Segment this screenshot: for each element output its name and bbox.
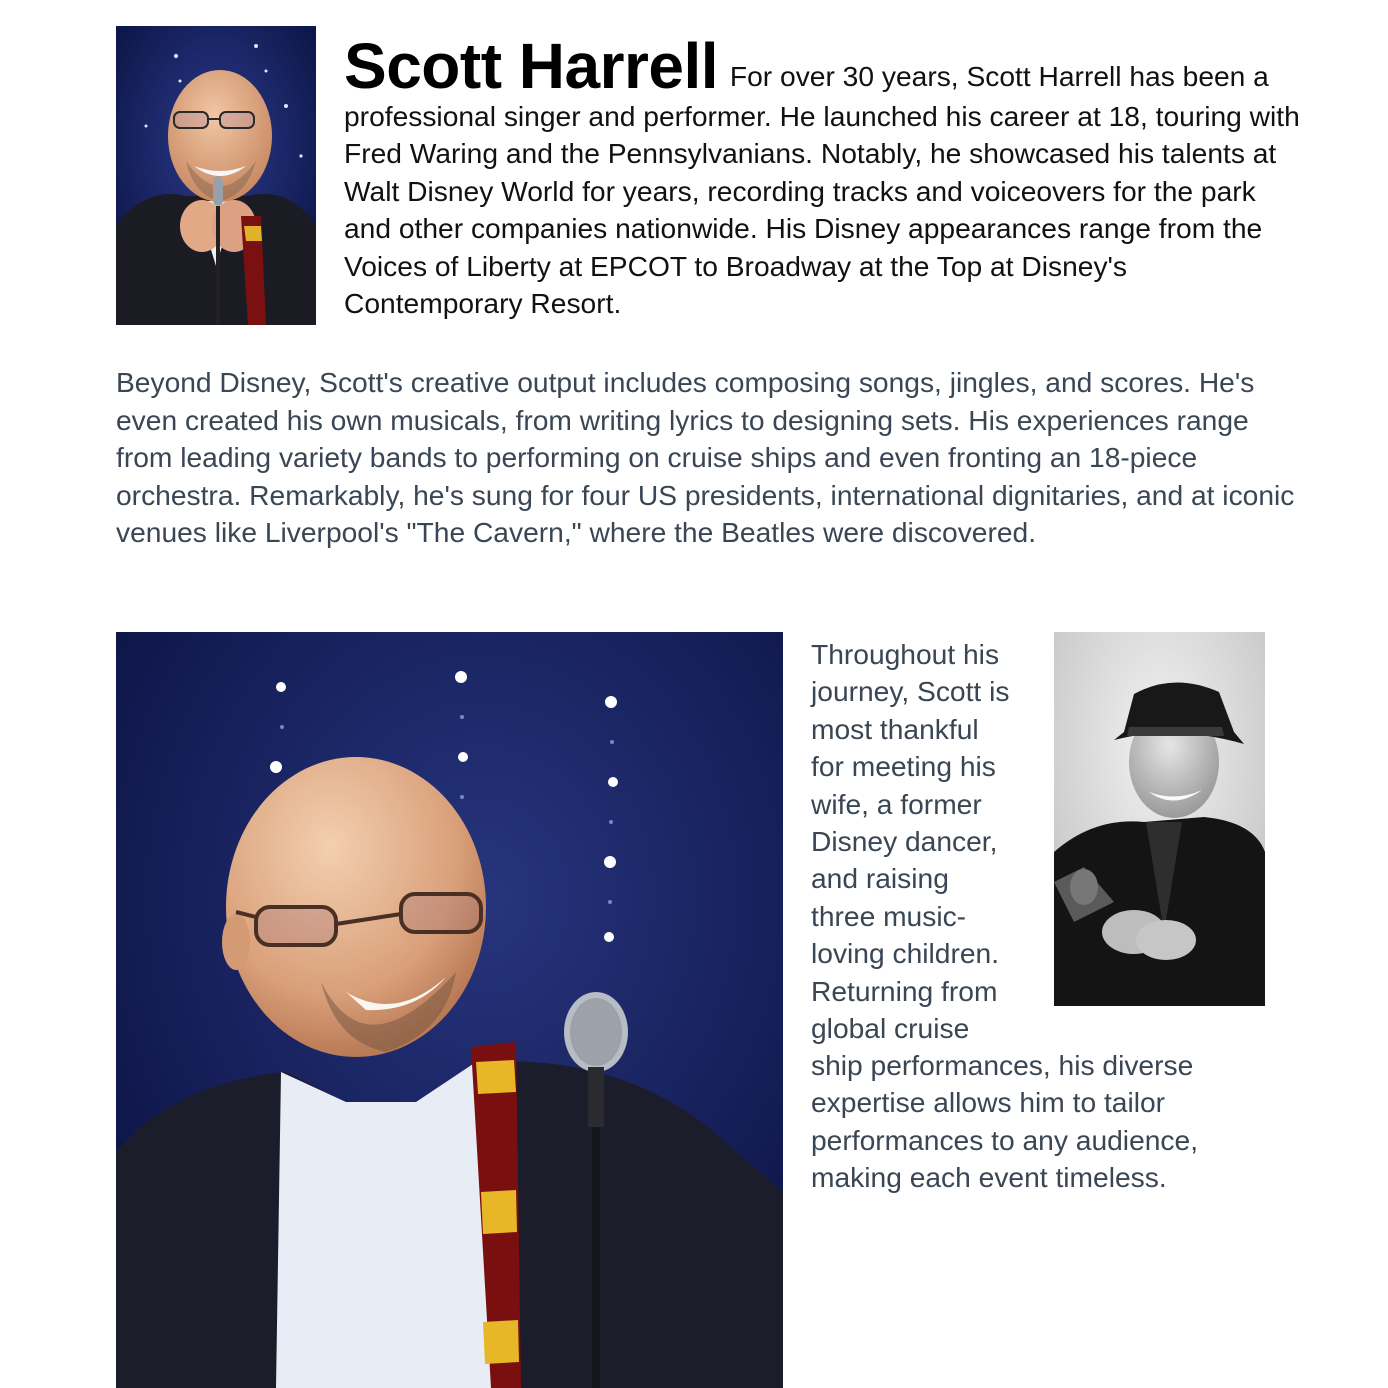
text-line: most thankful bbox=[811, 712, 979, 745]
text-line: performances to any audience, bbox=[811, 1123, 1199, 1156]
family-paragraph-narrow bbox=[811, 636, 1039, 1047]
text-line: journey, Scott is bbox=[811, 675, 1010, 708]
intro-paragraph bbox=[344, 30, 1304, 322]
text-line: ship performances, his diverse bbox=[811, 1049, 1194, 1081]
text-line: Returning from bbox=[811, 974, 998, 1007]
intro-text: For over 30 years, Scott Harrell has been a professional singer and performer. He launched his career at 18, touring with Fred Waring and the Pennsylvanians. Notably, he showcased his talents at Walt Disney World for years, recording tracks and voiceovers for the park and other companies nationwide. His Disney appearances range from the Voices of Liberty at EPCOT to Broadway at the Top at Disney's Contemporary Resort. bbox=[344, 60, 1300, 320]
text-line: three music- bbox=[811, 899, 967, 932]
text-line: and raising bbox=[811, 862, 949, 895]
portrait-photo-bw bbox=[1054, 632, 1265, 1006]
text-line: global cruise bbox=[811, 1012, 970, 1045]
text-line: wife, a former bbox=[811, 787, 982, 820]
text-line: Throughout his bbox=[811, 638, 1000, 670]
text-line: making each event timeless. bbox=[811, 1161, 1167, 1194]
performer-photo-large bbox=[116, 632, 783, 1388]
text-line: Disney dancer, bbox=[811, 825, 998, 858]
family-paragraph-wide bbox=[811, 1047, 1271, 1197]
text-line: for meeting his bbox=[811, 750, 996, 783]
text-line: loving children. bbox=[811, 937, 1000, 970]
portrait-photo-top bbox=[116, 26, 316, 325]
career-paragraph: Beyond Disney, Scott's creative output includes composing songs, jingles, and scores. He's even created his own musicals, from writing lyrics to designing sets. His experiences range from leading variety bands to performing on cruise ships and even fronting an 18-piece orchestra. Remarkably, he's sung for four US presidents, international dignitaries, and at iconic venues like Liverpool's "The Cavern," where the Beatles were discovered. bbox=[116, 366, 1295, 549]
text-line: expertise allows him to tailor bbox=[811, 1086, 1166, 1119]
performer-name: Scott Harrell bbox=[344, 30, 719, 102]
